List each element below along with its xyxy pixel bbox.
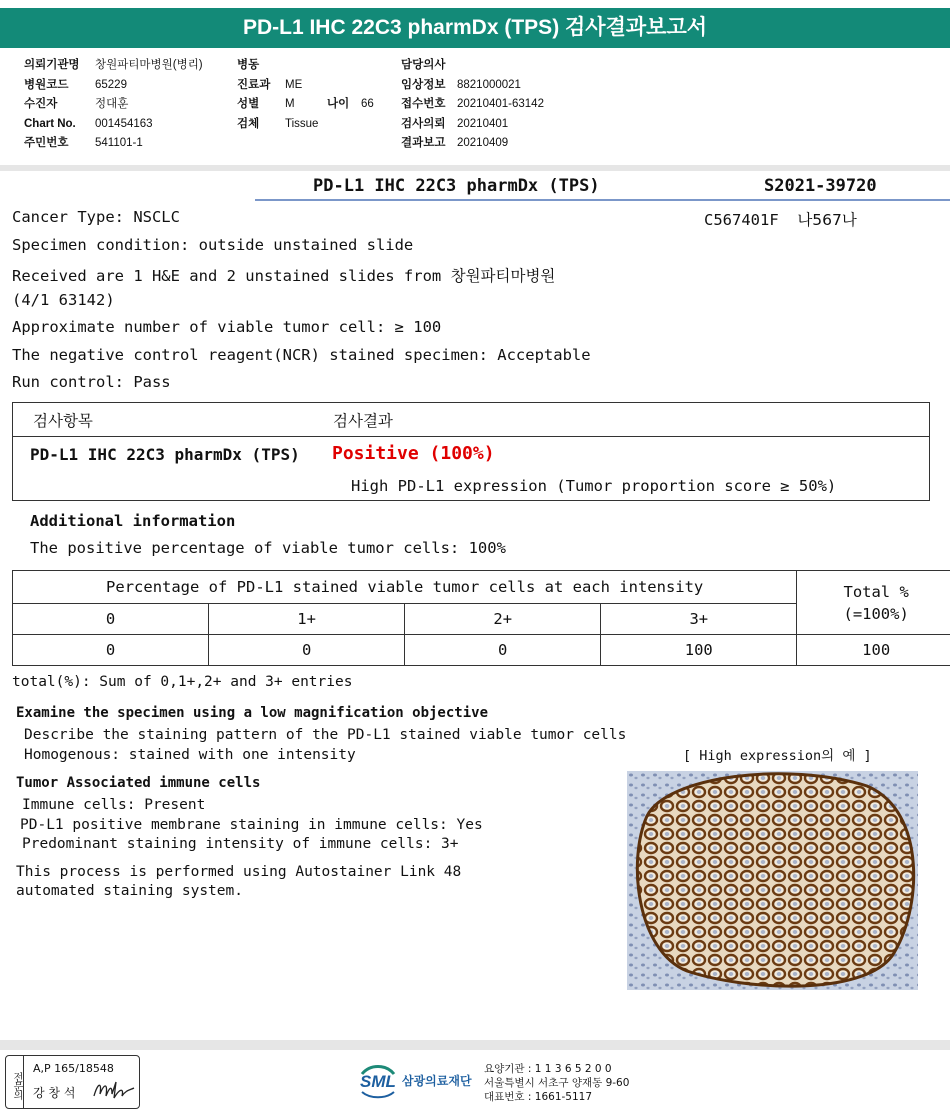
info-label: Chart No.: [24, 117, 76, 130]
info-label: 성별: [237, 98, 260, 110]
code-extra: 나567나: [797, 211, 857, 229]
intensity-value: 100: [601, 635, 797, 666]
info-label: 수진자: [24, 98, 58, 110]
report-title: PD-L1 IHC 22C3 pharmDx (TPS) 검사결과보고서: [0, 8, 950, 48]
additional-line: The positive percentage of viable tumor cells: 100%: [30, 539, 506, 557]
code-value: C567401F: [704, 211, 779, 229]
immune-line: Predominant staining intensity of immune cells: 3+: [22, 836, 459, 852]
signature-icon: [92, 1078, 136, 1102]
info-value: 65229: [95, 78, 127, 91]
info-column-3: [401, 56, 544, 154]
footer-line: 서울특별시 서초구 양재동 9-60: [484, 1077, 630, 1089]
intensity-col: 3+: [601, 604, 797, 635]
header-rule: [255, 199, 950, 201]
info-value: 정대훈: [95, 98, 129, 110]
info-label: 진료과: [237, 78, 271, 91]
total-header-1: Total %: [843, 582, 909, 601]
info-label: 담당의사: [401, 59, 446, 71]
stamp-license: A,P 165/18548: [33, 1062, 114, 1075]
info-value: 창원파티마병원(병리): [95, 59, 203, 71]
intensity-col: 2+: [405, 604, 601, 635]
intensity-value: 0: [13, 635, 209, 666]
sml-logo-text: SML: [360, 1072, 396, 1091]
info-value: ME: [285, 78, 303, 91]
result-positive: Positive (100%): [332, 443, 495, 464]
info-value: 20210401: [457, 117, 509, 130]
received-date: (4/1 63142): [12, 291, 115, 309]
info-value: 541101-1: [95, 137, 143, 149]
age-value: 66: [361, 98, 374, 110]
info-value: Tissue: [285, 117, 319, 130]
footer-info: [484, 1062, 629, 1104]
info-value: M: [285, 98, 295, 110]
additional-heading: Additional information: [30, 512, 236, 530]
info-value: 8821000021: [457, 78, 521, 91]
intensity-header: Percentage of PD-L1 stained viable tumor cells at each intensity: [13, 571, 797, 604]
footer-line: 요양기관 : 1 1 3 6 5 2 0 0: [484, 1063, 612, 1075]
intensity-value: 0: [405, 635, 601, 666]
immune-line: PD-L1 positive membrane staining in immune cells: Yes: [20, 817, 483, 833]
col-result-header: 검사결과: [333, 412, 393, 430]
report-test-name: PD-L1 IHC 22C3 pharmDx (TPS): [313, 176, 600, 196]
specimen-code: [704, 208, 857, 230]
example-caption: [ High expression의 예 ]: [683, 748, 872, 764]
result-test-name: PD-L1 IHC 22C3 pharmDx (TPS): [30, 445, 300, 464]
ihc-example-image: [627, 771, 918, 990]
total-header: [797, 571, 950, 635]
info-column-2: [237, 56, 374, 134]
age-label: 나이: [327, 98, 350, 110]
immune-line: Immune cells: Present: [22, 797, 206, 813]
examine-line: Describe the staining pattern of the PD-L1 stained viable tumor cells: [24, 727, 627, 743]
cancer-type: Cancer Type: NSCLC: [12, 208, 180, 226]
header-divider: [0, 165, 950, 171]
intensity-total: 100: [797, 635, 950, 666]
info-label: 접수번호: [401, 98, 446, 110]
info-column-1: [24, 56, 203, 154]
report-id: S2021-39720: [764, 176, 877, 196]
info-label: 의뢰기관명: [24, 59, 80, 71]
sml-logo: [358, 1062, 398, 1100]
info-value: 20210401-63142: [457, 98, 544, 110]
info-label: 임상정보: [401, 78, 446, 91]
process-line: automated staining system.: [16, 883, 243, 899]
result-interpretation: High PD-L1 expression (Tumor proportion score ≥ 50%): [351, 477, 837, 495]
process-line: This process is performed using Autostainer Link 48: [16, 864, 462, 880]
footer-divider: [0, 1040, 950, 1050]
info-label: 병동: [237, 59, 260, 71]
intensity-table: [12, 570, 950, 666]
stamp-name: 강 창 석: [33, 1086, 76, 1100]
examine-line: Homogenous: stained with one intensity: [24, 747, 356, 763]
received-slides: Received are 1 H&E and 2 unstained slides from 창원파티마병원: [12, 267, 556, 285]
info-label: 결과보고: [401, 137, 446, 149]
stamp-side-label: 전문의: [6, 1056, 24, 1108]
footer-line: 대표번호 : 1661-5117: [484, 1091, 593, 1103]
specimen-condition: Specimen condition: outside unstained slide: [12, 236, 414, 254]
examine-heading: Examine the specimen using a low magnification objective: [16, 705, 489, 721]
info-value: 20210409: [457, 137, 509, 149]
org-name: 삼광의료재단: [402, 1074, 472, 1088]
intensity-col: 1+: [209, 604, 405, 635]
total-note: total(%): Sum of 0,1+,2+ and 3+ entries: [12, 674, 353, 690]
total-header-2: (=100%): [843, 604, 909, 623]
intensity-value: 0: [209, 635, 405, 666]
info-label: 검사의뢰: [401, 117, 446, 130]
viable-tumor-count: Approximate number of viable tumor cell: ≥ 100: [12, 318, 442, 336]
immune-heading: Tumor Associated immune cells: [16, 775, 261, 791]
pathologist-stamp: [5, 1055, 140, 1109]
ncr-status: The negative control reagent(NCR) stained specimen: Acceptable: [12, 346, 591, 364]
col-item-header: 검사항목: [33, 412, 93, 430]
info-label: 병원코드: [24, 78, 69, 91]
ihc-image-svg: [627, 771, 918, 990]
info-value: 001454163: [95, 117, 153, 130]
info-label: 주민번호: [24, 137, 69, 149]
info-label: 검체: [237, 117, 260, 130]
result-box: [12, 402, 930, 501]
run-control: Run control: Pass: [12, 373, 171, 391]
result-divider: [13, 436, 929, 437]
intensity-col: 0: [13, 604, 209, 635]
